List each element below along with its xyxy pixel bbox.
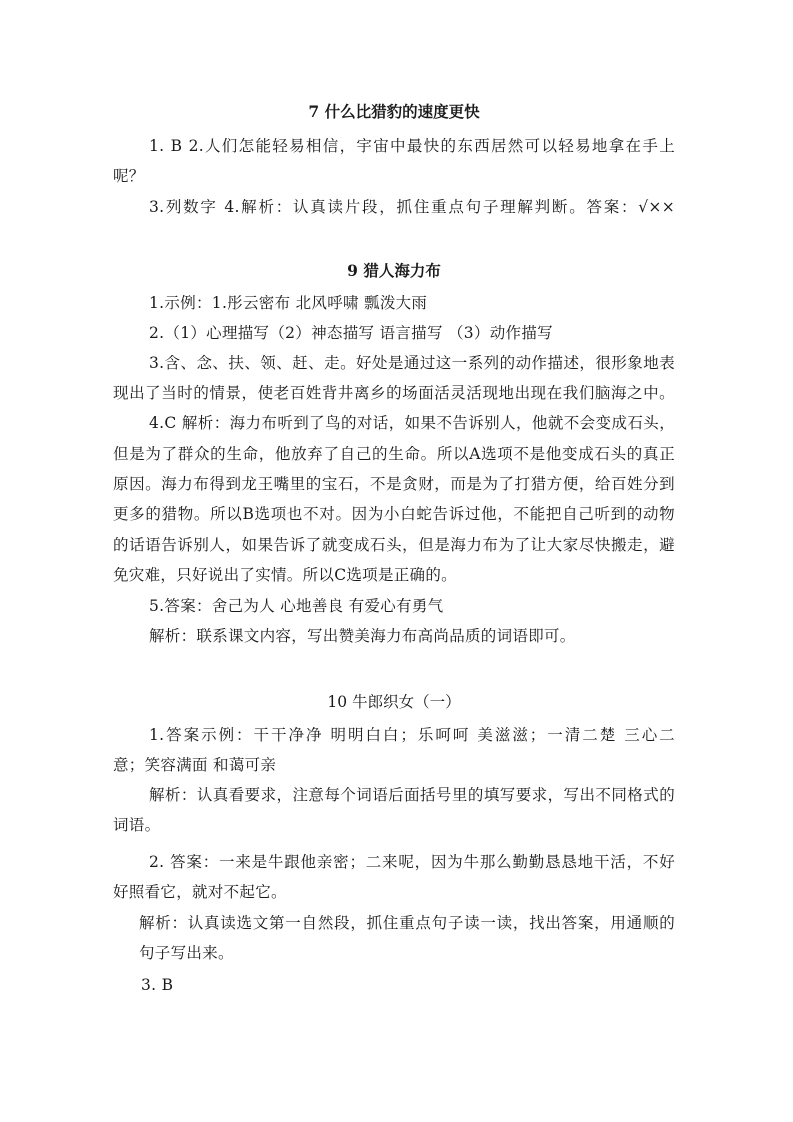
- answer-line: 解析：联系课文内容，写出赞美海力布高尚品质的词语即可。: [149, 627, 576, 645]
- answer-line: 好照看它，就对不起它。: [113, 883, 287, 901]
- answer-line: 免灾难，只好说出了实情。所以C选项是正确的。: [113, 566, 457, 584]
- answer-line: 呢？: [113, 167, 145, 185]
- section-title-9: 9 猎人海力布: [347, 261, 441, 280]
- answer-line: 1.答案示例：干干净净 明明白白；乐呵呵 美滋滋；一清二楚 三心二: [149, 726, 675, 744]
- answer-line: 原因。海力布得到龙王嘴里的宝石，不是贪财，而是为了打猎方便，给百姓分到: [113, 475, 675, 493]
- section-title-7: 7 什么比猎豹的速度更快: [308, 102, 480, 121]
- answer-line: 1.示例：1.彤云密布 北风呼啸 瓢泼大雨: [149, 294, 428, 312]
- answer-line: 5.答案：舍己为人 心地善良 有爱心有勇气: [149, 597, 444, 615]
- answer-line: 3. B: [141, 976, 174, 994]
- answer-line: 1. B 2.人们怎能轻易相信，宇宙中最快的东西居然可以轻易地拿在手上: [149, 137, 675, 155]
- answer-line: 解析：认真看要求，注意每个词语后面括号里的填写要求，写出不同格式的: [149, 786, 675, 804]
- answer-line: 词语。: [113, 816, 161, 834]
- answer-line: 的话语告诉别人，如果告诉了就变成石头，但是海力布为了让大家尽快搬走，避: [113, 536, 675, 554]
- answer-line: 意；笑容满面 和蔼可亲: [113, 756, 277, 774]
- answer-line: 4.C 解析：海力布听到了鸟的对话，如果不告诉别人，他就不会变成石头，: [149, 414, 675, 432]
- answer-line: 但是为了群众的生命，他放弃了自己的生命。所以A选项不是他变成石头的真正: [113, 445, 675, 463]
- answer-line: 解析：认真读选文第一自然段，抓住重点句子读一读，找出答案，用通顺的: [139, 914, 675, 932]
- section-title-10: 10 牛郎织女（一）: [327, 693, 461, 711]
- answer-line: 句子写出来。: [139, 944, 234, 962]
- answer-line: 更多的猎物。所以B选项也不对。因为小白蛇告诉过他，不能把自己听到的动物: [113, 505, 675, 523]
- answer-line: 2. 答案：一来是牛跟他亲密；二来呢，因为牛那么勤勤恳恳地干活，不好: [149, 853, 675, 871]
- answer-line: 3.含、念、扶、领、赶、走。好处是通过这一系列的动作描述，很形象地表: [149, 354, 675, 372]
- answer-line: 3.列数字 4.解析：认真读片段，抓住重点句子理解判断。答案：√××: [149, 198, 675, 216]
- answer-line: 2.（1）心理描写（2）神态描写 语言描写 （3）动作描写: [149, 324, 553, 342]
- answer-line: 现出了当时的情景，使老百姓背井离乡的场面活灵活现地出现在我们脑海之中。: [113, 384, 675, 402]
